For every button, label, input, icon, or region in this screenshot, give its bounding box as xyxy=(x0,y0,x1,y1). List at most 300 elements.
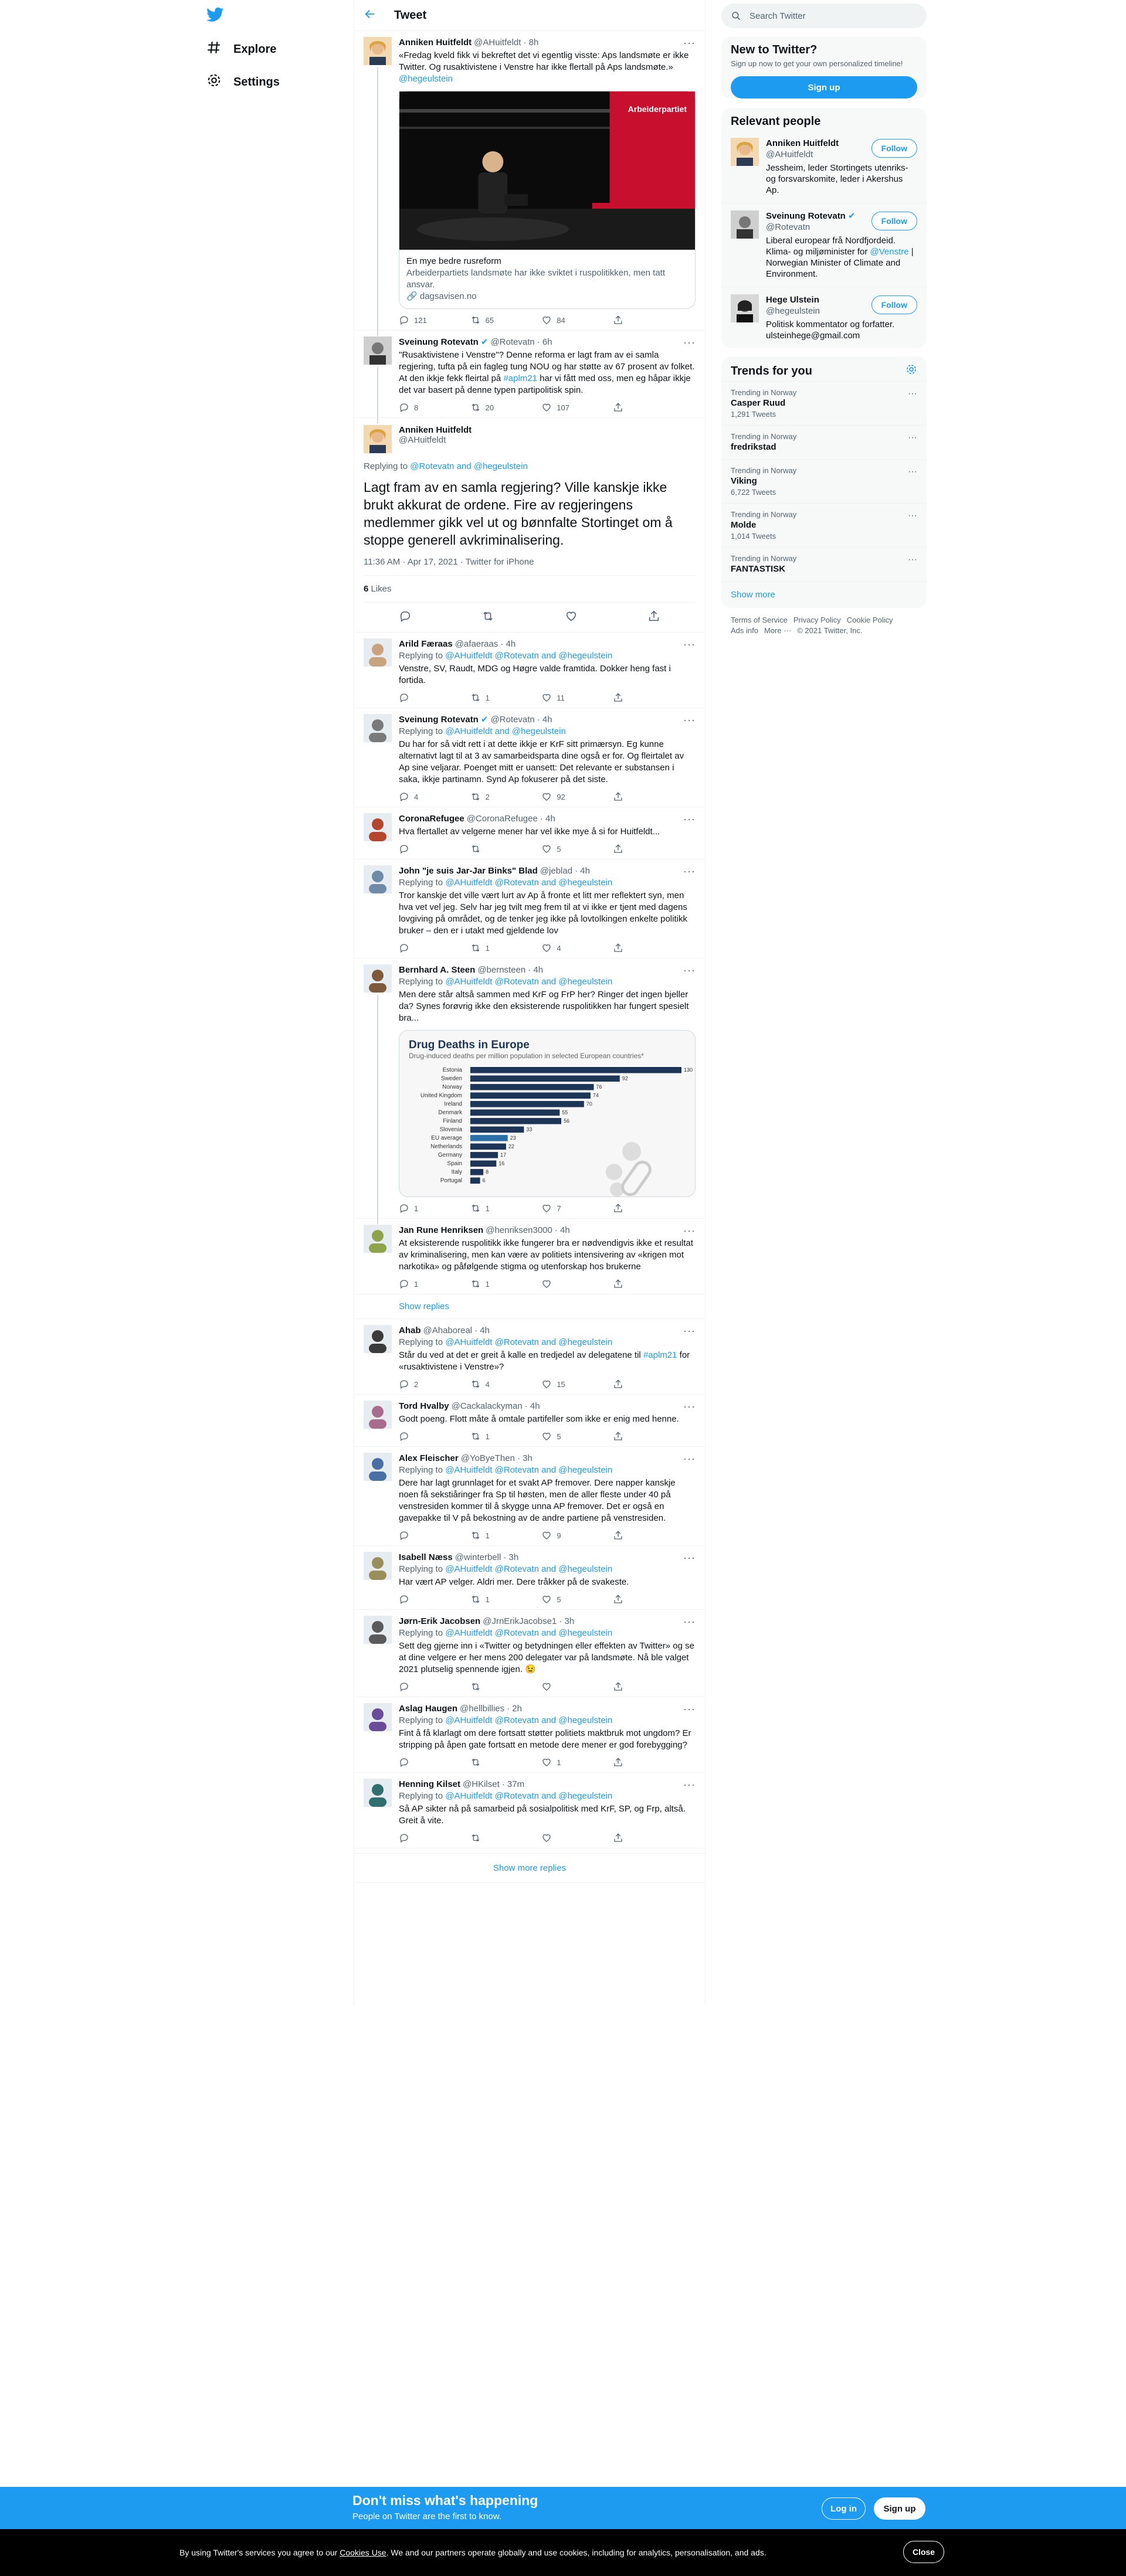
timestamp[interactable]: · 4h xyxy=(524,1401,540,1411)
footer-link[interactable]: Ads info xyxy=(731,626,758,635)
replying-to-links[interactable]: @AHuitfeldt @Rotevatn and @hegeulstein xyxy=(445,878,613,888)
replying-to-links[interactable]: @AHuitfeldt @Rotevatn and @hegeulstein xyxy=(445,1715,613,1725)
author-name[interactable]: John "je suis Jar-Jar Binks" Blad xyxy=(399,866,538,876)
tweet-text-body: har vi fått med oss, men eg håpar ikkje det var basert på denne typen partipolitisk spin. xyxy=(399,373,693,395)
timestamp[interactable]: · 4h xyxy=(554,1225,570,1235)
heart-icon xyxy=(541,844,552,854)
reply-button[interactable] xyxy=(399,1757,434,1768)
person-card[interactable] xyxy=(721,131,927,203)
timestamp[interactable]: · 3h xyxy=(503,1552,519,1562)
author-handle[interactable]: @YoByeThen xyxy=(460,1453,515,1463)
avatar[interactable] xyxy=(364,714,392,742)
more-icon[interactable]: ··· xyxy=(683,1552,696,1564)
reply-button[interactable] xyxy=(399,1681,434,1692)
replying-to xyxy=(399,650,696,662)
share-button[interactable] xyxy=(613,1594,648,1605)
reply-button[interactable] xyxy=(399,1530,434,1541)
more-icon[interactable]: ··· xyxy=(683,964,696,976)
cookie-text-part: By using Twitter's services you agree to our xyxy=(179,2548,340,2557)
author-handle[interactable]: @winterbell xyxy=(455,1552,501,1562)
author-handle[interactable]: @Cackalackyman xyxy=(451,1401,523,1411)
author-name[interactable]: Tord Hvalby xyxy=(399,1401,449,1411)
person-handle[interactable]: @AHuitfeldt xyxy=(766,149,813,159)
tweet-actions xyxy=(399,844,648,854)
reply-icon xyxy=(399,844,409,854)
author-name[interactable]: CoronaRefugee xyxy=(399,814,464,824)
person-name[interactable]: Hege Ulstein xyxy=(766,295,819,305)
person-name[interactable]: Anniken Huitfeldt xyxy=(766,138,839,148)
tweet-text-body: Sett deg gjerne inn i «Twitter og betydningen eller effekten av Twitter» og se at dine velgere er her mens 200 delegater var på landsmøte. Nå ble valget 2021 plutselig spennende igjen. 😉 xyxy=(399,1641,697,1674)
reply-button[interactable] xyxy=(399,943,434,953)
share-button[interactable] xyxy=(613,1431,648,1442)
twitter-logo-icon[interactable] xyxy=(206,6,230,29)
share-button[interactable] xyxy=(613,1757,648,1768)
tweet-text-body: Godt poeng. Flott måte å omtale partifeller som ikke er enig med henne. xyxy=(399,1414,679,1424)
show-more-replies-button[interactable]: Show more replies xyxy=(354,1853,705,1883)
avatar[interactable] xyxy=(364,638,392,667)
timestamp[interactable]: · 8h xyxy=(523,38,539,47)
reply-count: 1 xyxy=(414,1204,419,1213)
bio-mention-link[interactable]: @Venstre xyxy=(870,247,909,257)
share-icon xyxy=(613,315,623,325)
more-icon[interactable]: ··· xyxy=(683,1779,696,1790)
link-card[interactable] xyxy=(399,91,696,309)
tweet-text xyxy=(399,1803,696,1827)
more-icon[interactable]: ··· xyxy=(683,1401,696,1412)
tweet-actions xyxy=(399,943,648,953)
chart-image[interactable] xyxy=(399,1030,696,1197)
share-button[interactable] xyxy=(613,1279,648,1289)
author-handle[interactable]: @AHuitfeldt xyxy=(474,38,521,47)
heart-icon xyxy=(541,1594,552,1605)
replying-to-links[interactable]: @Rotevatn and @hegeulstein xyxy=(410,461,528,471)
replying-to-links[interactable]: @AHuitfeldt @Rotevatn and @hegeulstein xyxy=(445,1628,613,1638)
more-icon[interactable]: ··· xyxy=(683,37,696,49)
avatar[interactable] xyxy=(364,865,392,893)
more-icon[interactable]: ··· xyxy=(683,337,696,348)
retweet-button[interactable] xyxy=(470,943,506,953)
retweet-button[interactable] xyxy=(470,1279,506,1289)
reply-button[interactable] xyxy=(399,1203,434,1214)
trend-item[interactable] xyxy=(721,459,927,503)
chart-category-label: United Kingdom xyxy=(420,1092,462,1099)
replying-to-links[interactable]: @AHuitfeldt @Rotevatn and @hegeulstein xyxy=(445,651,613,661)
card-url xyxy=(406,291,688,303)
replying-prefix: Replying to xyxy=(399,1337,446,1347)
trend-context: Trending in Norway xyxy=(731,510,797,519)
banner-title: Don't miss what's happening xyxy=(352,2493,538,2508)
author-handle[interactable]: @Rotevatn xyxy=(490,715,535,725)
verified-badge-icon: ✔ xyxy=(480,337,489,347)
relevant-people-box xyxy=(721,108,927,348)
author-handle[interactable]: @Ahaboreal xyxy=(423,1326,473,1335)
replying-to xyxy=(399,726,696,738)
author-name[interactable]: Jan Rune Henriksen xyxy=(399,1225,484,1235)
replying-prefix: Replying to xyxy=(399,651,446,661)
replying-to xyxy=(399,1337,696,1348)
signup-banner xyxy=(0,2487,1126,2529)
avatar[interactable] xyxy=(364,1453,392,1481)
retweet-count: 65 xyxy=(485,315,494,325)
nav-explore[interactable] xyxy=(206,38,276,61)
author-name[interactable]: Jørn-Erik Jacobsen xyxy=(399,1616,481,1626)
new-to-twitter-box xyxy=(721,36,927,98)
replying-to-links[interactable]: @AHuitfeldt @Rotevatn and @hegeulstein xyxy=(445,1465,613,1475)
like-button[interactable] xyxy=(541,1530,576,1541)
reply-button[interactable] xyxy=(399,610,412,625)
tweet-text-body: Står du ved at det er greit å kalle en tredjedel av delegatene til xyxy=(399,1350,643,1360)
more-icon[interactable]: ··· xyxy=(683,1225,696,1236)
share-button[interactable] xyxy=(613,402,648,413)
retweet-button[interactable] xyxy=(481,610,494,625)
timestamp[interactable]: · 4h xyxy=(500,639,516,649)
reply-button[interactable] xyxy=(399,1833,434,1843)
verified-badge-icon: ✔ xyxy=(480,715,489,725)
replying-to-links[interactable]: @AHuitfeldt @Rotevatn and @hegeulstein xyxy=(445,1337,613,1347)
reply-button[interactable] xyxy=(399,402,434,413)
like-button[interactable] xyxy=(541,1379,576,1389)
author-name[interactable]: Isabell Næss xyxy=(399,1552,453,1562)
chart-bar xyxy=(470,1135,508,1141)
retweet-button[interactable] xyxy=(470,1681,506,1692)
share-icon xyxy=(613,1530,623,1541)
author-name[interactable]: Aslag Haugen xyxy=(399,1704,458,1714)
author-handle[interactable]: @JrnErikJacobse1 xyxy=(483,1616,557,1626)
tweet-actions xyxy=(399,1379,648,1389)
chart-bar xyxy=(470,1178,480,1184)
share-icon xyxy=(613,1279,623,1289)
trend-context: Trending in Norway xyxy=(731,388,797,397)
like-count: 1 xyxy=(557,1758,561,1767)
avatar[interactable] xyxy=(731,294,759,322)
avatar[interactable] xyxy=(364,37,392,65)
person-handle[interactable]: @hegeulstein xyxy=(766,306,820,316)
reply-count: 4 xyxy=(414,792,419,801)
reply-button[interactable] xyxy=(399,692,434,703)
like-button[interactable] xyxy=(541,315,576,325)
avatar[interactable] xyxy=(364,1401,392,1429)
like-button[interactable] xyxy=(541,1757,576,1768)
hashtag-link[interactable]: #aplm21 xyxy=(643,1350,677,1360)
share-button[interactable] xyxy=(613,692,648,703)
chart-value-label: 6 xyxy=(482,1177,486,1184)
replying-to-links[interactable]: @AHuitfeldt @Rotevatn and @hegeulstein xyxy=(445,1564,613,1574)
thread-line xyxy=(377,995,378,1224)
share-button[interactable] xyxy=(613,1379,648,1389)
follow-button[interactable]: Follow xyxy=(871,295,917,314)
share-button[interactable] xyxy=(613,1530,648,1541)
timestamp[interactable]: · 4h xyxy=(474,1326,490,1335)
like-button[interactable] xyxy=(541,1203,576,1214)
tweet-text-body: «Fredag kveld fikk vi bekreftet det vi egentlig visste: Aps landsmøte er ikke Twitter. Og rusaktivistene i Venstre har ikke flertall på Aps landsmøte.» xyxy=(399,50,691,72)
retweet-button[interactable] xyxy=(470,1431,506,1442)
hashtag-link[interactable]: #aplm21 xyxy=(503,373,537,383)
chart-value-label: 23 xyxy=(510,1135,516,1141)
share-button[interactable] xyxy=(613,1681,648,1692)
more-icon[interactable]: ··· xyxy=(908,389,917,399)
retweet-icon xyxy=(470,791,481,802)
timestamp[interactable]: · 4h xyxy=(575,866,590,876)
avatar[interactable] xyxy=(364,1225,392,1253)
tweet[interactable] xyxy=(354,1610,705,1697)
author-name[interactable]: Anniken Huitfeldt xyxy=(399,425,472,435)
tweet[interactable] xyxy=(354,1546,705,1610)
timestamp[interactable]: · 4h xyxy=(540,814,555,824)
chart-bar xyxy=(470,1118,561,1124)
replying-prefix: Replying to xyxy=(364,461,411,471)
avatar[interactable] xyxy=(364,1703,392,1731)
retweet-button[interactable] xyxy=(470,1594,506,1605)
timestamp[interactable]: · 6h xyxy=(537,337,552,347)
tweet[interactable] xyxy=(354,959,705,1219)
heart-icon xyxy=(541,315,552,325)
reply-button[interactable] xyxy=(399,315,434,325)
tweet[interactable] xyxy=(354,708,705,807)
tweet-text-body: Men dere står altså sammen med KrF og FrP her? Ringer det ingen bjeller da? Synes forøvrig ikke den eksisterende ruspolitikken har fungert spesielt bra... xyxy=(399,990,691,1023)
main-column xyxy=(354,0,706,2005)
like-button[interactable] xyxy=(541,1431,576,1442)
chart-bar xyxy=(470,1127,524,1133)
like-button[interactable] xyxy=(541,791,576,802)
trend-item[interactable] xyxy=(721,547,927,581)
like-button[interactable] xyxy=(541,844,576,854)
more-icon[interactable]: ··· xyxy=(908,433,917,443)
like-button[interactable] xyxy=(541,1681,576,1692)
person-card[interactable] xyxy=(721,287,927,348)
card-url-text: dagsavisen.no xyxy=(419,291,477,301)
author-handle[interactable]: @hellbillies xyxy=(460,1704,505,1714)
trends-show-more[interactable]: Show more xyxy=(721,581,927,608)
trend-item[interactable] xyxy=(721,425,927,459)
author-name[interactable]: Alex Fleischer xyxy=(399,1453,459,1463)
avatar[interactable] xyxy=(731,210,759,239)
reply-button[interactable] xyxy=(399,1279,434,1289)
reply-button[interactable] xyxy=(399,1431,434,1442)
signup-button[interactable]: Sign up xyxy=(874,2497,925,2520)
tweet[interactable] xyxy=(354,633,705,708)
more-icon[interactable]: ··· xyxy=(683,638,696,650)
tweet-actions xyxy=(399,1681,648,1692)
retweet-button[interactable] xyxy=(470,402,506,413)
author-handle[interactable]: @afaeraas xyxy=(455,639,498,649)
more-icon[interactable]: ··· xyxy=(683,865,696,877)
person-card[interactable] xyxy=(721,203,927,287)
chart-category-label: Slovenia xyxy=(439,1126,462,1133)
footer-link[interactable]: Terms of Service xyxy=(731,616,788,624)
share-button[interactable] xyxy=(613,1833,648,1843)
author-handle[interactable]: @henriksen3000 xyxy=(486,1225,552,1235)
replying-to xyxy=(399,1464,696,1476)
more-icon[interactable]: ··· xyxy=(683,1325,696,1337)
chart-category-label: Norway xyxy=(442,1084,462,1090)
search-placeholder: Search Twitter xyxy=(749,11,806,21)
timestamp[interactable]: · 4h xyxy=(528,965,544,975)
author-handle[interactable]: @CoronaRefugee xyxy=(466,814,538,824)
retweet-icon xyxy=(470,1279,481,1289)
share-button[interactable] xyxy=(613,1203,648,1214)
tweet[interactable] xyxy=(354,31,705,331)
like-button[interactable] xyxy=(541,1594,576,1605)
author-name[interactable]: Bernhard A. Steen xyxy=(399,965,476,975)
avatar[interactable] xyxy=(364,1779,392,1807)
reply-icon xyxy=(399,402,409,413)
footer-link[interactable]: Privacy Policy xyxy=(793,616,841,624)
author-name[interactable]: Anniken Huitfeldt xyxy=(399,38,472,47)
timestamp[interactable]: · 4h xyxy=(537,715,552,725)
author-name[interactable]: Henning Kilset xyxy=(399,1779,461,1789)
author-handle[interactable]: @Rotevatn xyxy=(490,337,535,347)
gear-icon[interactable] xyxy=(905,363,917,379)
retweet-button[interactable] xyxy=(470,1379,506,1389)
likes-summary[interactable] xyxy=(364,576,696,603)
like-count: 5 xyxy=(557,1432,561,1441)
replying-to-links[interactable]: @AHuitfeldt @Rotevatn and @hegeulstein xyxy=(445,1791,613,1801)
trend-count: 1,014 Tweets xyxy=(731,532,776,541)
tweet[interactable] xyxy=(354,807,705,859)
follow-button[interactable]: Follow xyxy=(871,139,917,158)
replying-to-links[interactable]: @AHuitfeldt and @hegeulstein xyxy=(445,726,566,736)
tweet[interactable] xyxy=(354,1697,705,1773)
login-button[interactable]: Log in xyxy=(822,2497,866,2520)
tweet[interactable] xyxy=(354,1447,705,1546)
more-icon[interactable]: ··· xyxy=(683,1616,696,1627)
chart-value-label: 92 xyxy=(622,1075,628,1082)
reply-button[interactable] xyxy=(399,1594,434,1605)
avatar[interactable] xyxy=(364,964,392,993)
retweet-icon xyxy=(470,1530,481,1541)
reply-button[interactable] xyxy=(399,844,434,854)
cookie-banner xyxy=(0,2529,1126,2576)
share-icon xyxy=(647,610,660,623)
author-handle[interactable]: @HKilset xyxy=(463,1779,500,1789)
tweet[interactable] xyxy=(354,331,705,418)
like-button[interactable] xyxy=(541,402,576,413)
replying-prefix: Replying to xyxy=(399,1628,446,1638)
avatar[interactable] xyxy=(364,425,392,453)
show-replies-link[interactable]: Show replies xyxy=(354,1294,705,1319)
retweet-button[interactable] xyxy=(470,315,506,325)
tweet[interactable] xyxy=(354,1219,705,1294)
retweet-button[interactable] xyxy=(470,1530,506,1541)
author-handle[interactable]: @bernsteen xyxy=(477,965,526,975)
footer-link[interactable]: More ··· xyxy=(764,626,792,635)
nav-settings-label: Settings xyxy=(233,75,280,89)
tweet-text-body: for «rusaktivistene i Venstre»? xyxy=(399,1350,693,1372)
author-name[interactable]: Sveinung Rotevatn xyxy=(399,337,479,347)
footer-link[interactable]: Cookie Policy xyxy=(846,616,893,624)
tweet[interactable] xyxy=(354,1395,705,1447)
like-button[interactable] xyxy=(541,1279,576,1289)
back-arrow-icon[interactable] xyxy=(364,8,377,23)
more-icon[interactable]: ··· xyxy=(683,1453,696,1464)
like-button[interactable] xyxy=(541,1833,576,1843)
share-button[interactable] xyxy=(613,943,648,953)
search-bar[interactable] xyxy=(721,4,927,28)
trend-item[interactable] xyxy=(721,503,927,547)
share-button[interactable] xyxy=(613,791,648,802)
trend-name: Viking xyxy=(731,476,757,486)
more-icon[interactable]: ··· xyxy=(908,511,917,521)
mention-link[interactable]: @hegeulstein xyxy=(399,74,453,84)
like-button[interactable] xyxy=(541,943,576,953)
copyright: © 2021 Twitter, Inc. xyxy=(797,626,863,635)
more-icon[interactable]: ··· xyxy=(908,555,917,565)
timestamp[interactable]: · 3h xyxy=(559,1616,575,1626)
avatar[interactable] xyxy=(364,1552,392,1580)
author-name[interactable]: Ahab xyxy=(399,1326,421,1335)
share-button[interactable] xyxy=(613,844,648,854)
person-name[interactable]: Sveinung Rotevatn xyxy=(766,211,846,221)
chart-bar xyxy=(470,1110,559,1116)
reply-button[interactable] xyxy=(399,1379,434,1389)
cookies-use-link[interactable]: Cookies Use xyxy=(340,2548,386,2557)
trend-count: 6,722 Tweets xyxy=(731,488,776,497)
timestamp[interactable]: · 2h xyxy=(507,1704,522,1714)
trend-item[interactable] xyxy=(721,381,927,425)
more-icon[interactable]: ··· xyxy=(683,813,696,825)
author-handle[interactable]: @jeblad xyxy=(540,866,573,876)
replying-to-links[interactable]: @AHuitfeldt @Rotevatn and @hegeulstein xyxy=(445,977,613,987)
focus-tweet-timestamp[interactable]: 11:36 AM · Apr 17, 2021 · Twitter for iPhone xyxy=(364,557,696,576)
more-icon[interactable]: ··· xyxy=(908,467,917,477)
author-name[interactable]: Arild Færaas xyxy=(399,639,453,649)
replies-list xyxy=(354,1319,705,1848)
person-handle[interactable]: @Rotevatn xyxy=(766,222,810,232)
like-count: 15 xyxy=(557,1379,565,1389)
likes-label: Likes xyxy=(368,584,392,594)
tweet-actions xyxy=(399,1279,648,1289)
avatar[interactable] xyxy=(364,1325,392,1353)
tweet[interactable] xyxy=(354,1319,705,1395)
more-icon[interactable]: ··· xyxy=(683,714,696,726)
retweet-button[interactable] xyxy=(470,844,506,854)
chart-category-label: Spain xyxy=(447,1160,462,1167)
close-button[interactable]: Close xyxy=(903,2541,944,2563)
tweet-text xyxy=(399,1640,696,1676)
timestamp[interactable]: · 37m xyxy=(501,1779,525,1789)
retweet-icon xyxy=(470,1681,481,1692)
avatar[interactable] xyxy=(364,1616,392,1644)
share-button[interactable] xyxy=(647,610,660,625)
replying-prefix: Replying to xyxy=(399,726,446,736)
author-name[interactable]: Sveinung Rotevatn xyxy=(399,715,479,725)
nav-settings[interactable] xyxy=(206,70,280,94)
avatar[interactable] xyxy=(364,813,392,841)
retweet-button[interactable] xyxy=(470,791,506,802)
avatar[interactable] xyxy=(364,337,392,365)
more-icon[interactable]: ··· xyxy=(683,1703,696,1715)
like-button[interactable] xyxy=(541,692,576,703)
timestamp[interactable]: · 3h xyxy=(517,1453,533,1463)
chart-bar xyxy=(470,1144,506,1150)
follow-button[interactable]: Follow xyxy=(871,212,917,230)
signup-button[interactable]: Sign up xyxy=(731,76,917,98)
retweet-button[interactable] xyxy=(470,1833,506,1843)
chart-bar xyxy=(470,1067,681,1073)
share-button[interactable] xyxy=(613,315,648,325)
tweet[interactable] xyxy=(354,859,705,959)
retweet-button[interactable] xyxy=(470,692,506,703)
retweet-button[interactable] xyxy=(470,1203,506,1214)
retweet-button[interactable] xyxy=(470,1757,506,1768)
avatar[interactable] xyxy=(731,138,759,166)
trend-list xyxy=(721,381,927,581)
like-button[interactable] xyxy=(565,610,578,625)
tweet[interactable] xyxy=(354,1773,705,1848)
reply-button[interactable] xyxy=(399,791,434,802)
author-handle[interactable]: @AHuitfeldt xyxy=(399,435,446,445)
retweet-icon xyxy=(470,943,481,953)
